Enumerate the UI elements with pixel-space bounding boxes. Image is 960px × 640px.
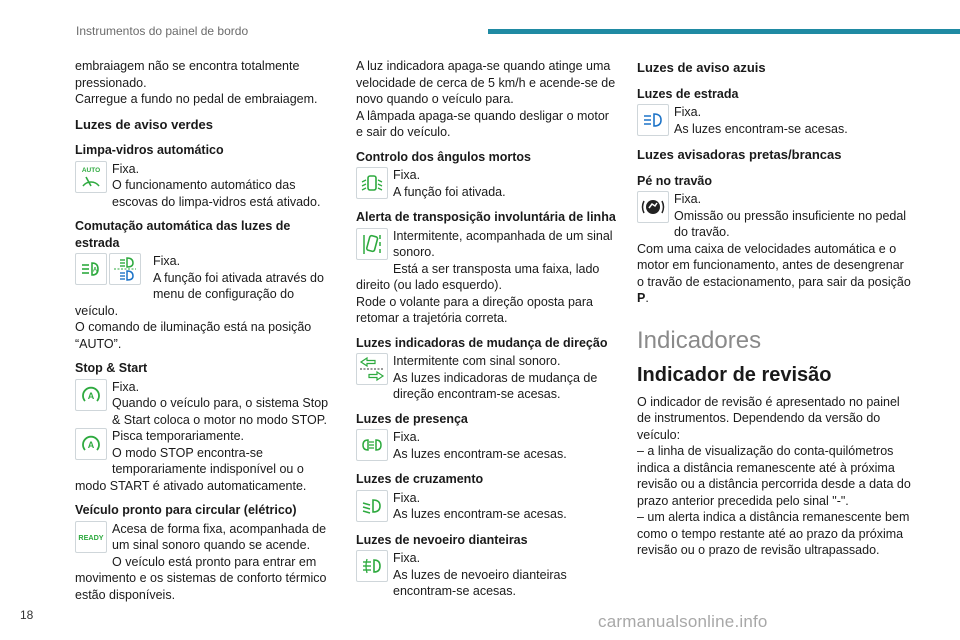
low-beam-line1: Fixa. — [393, 490, 421, 505]
position-lights-entry — [356, 429, 618, 463]
high-beam-title: Luzes de estrada — [637, 86, 739, 101]
position-lights-title: Luzes de presença — [356, 411, 468, 426]
low-beam-entry — [356, 490, 618, 524]
foot-on-brake-line3-text: Com uma caixa de velocidades automática e o motor em funcionamento, antes de desengrenar o travão de estacionamento, para sair da posição — [637, 241, 911, 289]
svg-text:A: A — [87, 390, 95, 401]
front-fog-light-icon — [356, 550, 388, 582]
wiper-entry — [75, 161, 337, 211]
position-lights-icon — [356, 429, 388, 461]
stop-start-line2: Quando o veículo para, o sistema Stop & Start coloca o motor no modo STOP. — [112, 396, 329, 427]
watermark: carmanualsonline.info — [598, 612, 768, 631]
low-beam-title: Luzes de cruzamento — [356, 472, 484, 486]
foot-on-brake-entry — [637, 191, 913, 307]
stop-start-line1: Fixa. — [112, 379, 140, 394]
service-paragraph-2: – a linha de visualização do conta-quilómetros indica a distância remanescente até à próxima revisão ou a distância percorrida desde a data do prazo anterior precedida pelo sinal "-". — [637, 444, 911, 508]
page-header-title: Instrumentos do painel de bordo — [76, 24, 249, 38]
fog-lights-entry — [356, 550, 618, 600]
lane-departure-title: Alerta de transposição involuntária de linha — [356, 210, 616, 224]
auto-high-beam-icon — [75, 253, 107, 285]
col2-intro2: A lâmpada apaga-se quando desligar o motor e sair do veículo. — [356, 108, 609, 139]
turn-signal-entry — [356, 353, 618, 403]
stop-start-title: Stop & Start — [75, 361, 148, 375]
auto-beam-line3: O comando de iluminação está na posição “AUTO”. — [75, 320, 312, 351]
blind-spot-line2: A função foi ativada. — [393, 184, 506, 199]
lane-departure-line2: Está a ser transposta uma faixa, lado direito (ou lado esquerdo). — [356, 261, 600, 292]
stop-start-icon — [75, 379, 107, 411]
turn-signal-title: Luzes indicadoras de mudança de direção — [356, 335, 608, 350]
foot-on-brake-line3-end: . — [645, 291, 649, 305]
high-beam-icon — [637, 104, 669, 136]
col1-intro2: Carregue a fundo no pedal de embraiagem. — [75, 92, 318, 106]
ready-line2: O veículo está pronto para entrar em movimento e os sistemas de conforto térmico estão disponíveis. — [75, 554, 327, 602]
high-beam-line2: As luzes encontram-se acesas. — [674, 121, 848, 136]
wiper-title: Limpa-vidros automático — [75, 143, 224, 157]
blind-spot-line1: Fixa. — [393, 168, 421, 182]
lane-departure-icon — [356, 228, 388, 260]
ready-entry — [75, 521, 337, 604]
turn-signal-line2: As luzes indicadoras de mudança de direção encontram-se acesas. — [393, 370, 598, 401]
auto-beam-line1: Fixa. — [153, 254, 181, 268]
header-accent-bar — [488, 29, 960, 34]
stop-start-entry — [75, 379, 337, 429]
auto-beam-entry — [75, 253, 337, 352]
ready-line1: Acesa de forma fixa, acompanhada de um sinal sonoro quando se acende. — [112, 521, 327, 552]
ready-title: Veículo pronto para circular (elétrico) — [75, 503, 297, 517]
low-beam-icon — [356, 490, 388, 522]
gear-position-p: P — [637, 291, 646, 305]
stop-start-line4: O modo STOP encontra-se temporariamente indisponível ou o modo START é ativado automaticamente. — [75, 445, 307, 493]
fog-lights-title: Luzes de nevoeiro dianteiras — [356, 532, 528, 547]
col1-intro: embraiagem não se encontra totalmente pressionado. — [75, 59, 300, 90]
blind-spot-title: Controlo dos ângulos mortos — [356, 149, 531, 164]
foot-on-brake-line3 — [637, 241, 913, 307]
blind-spot-icon — [356, 167, 388, 199]
wiper-line2: O funcionamento automático das escovas do limpa-vidros está ativado. — [112, 178, 321, 209]
foot-on-brake-line1: Fixa. — [674, 192, 702, 206]
blind-spot-entry — [356, 167, 618, 201]
stop-start-line3: Pisca temporariamente. — [112, 429, 245, 443]
lane-departure-entry — [356, 228, 618, 327]
ready-icon-label: READY — [78, 532, 104, 542]
svg-text:A: A — [87, 440, 95, 450]
page-number: 18 — [20, 608, 34, 622]
stop-start-blink-icon — [75, 428, 107, 460]
turn-signal-icon — [356, 353, 388, 385]
section-black-white-lights: Luzes avisadoras pretas/brancas — [637, 147, 842, 162]
lane-departure-line3: Rode o volante para a direção oposta para retomar a trajetória correta. — [356, 294, 593, 325]
indicators-heading: Indicadores — [637, 326, 762, 354]
section-green-lights: Luzes de aviso verdes — [75, 116, 214, 132]
high-low-beam-icon — [109, 253, 141, 285]
col2-intro: A luz indicadora apaga-se quando atinge uma velocidade de cerca de 5 km/h e acende-se de novo quando o veículo para. — [356, 59, 616, 106]
ready-icon — [75, 521, 107, 553]
column-1 — [75, 58, 337, 603]
turn-signal-line1: Intermitente com sinal sonoro. — [393, 354, 561, 368]
lane-departure-line1: Intermitente, acompanhada de um sinal sonoro. — [393, 228, 613, 259]
high-beam-entry — [637, 104, 913, 138]
service-paragraph-1: O indicador de revisão é apresentado no painel de instrumentos. Dependendo da versão do veículo: — [637, 394, 900, 442]
section-blue-lights: Luzes de aviso azuis — [637, 60, 766, 75]
service-indicator-heading: Indicador de revisão — [637, 364, 832, 386]
low-beam-line2: As luzes encontram-se acesas. — [393, 507, 567, 521]
foot-on-brake-icon — [637, 191, 669, 223]
auto-wiper-icon-label: AUTO — [81, 166, 101, 174]
column-3 — [637, 58, 913, 559]
wiper-line1: Fixa. — [112, 161, 140, 176]
stop-start-blink-entry — [75, 428, 337, 494]
position-lights-line2: As luzes encontram-se acesas. — [393, 446, 567, 461]
foot-on-brake-line2: Omissão ou pressão insuficiente no pedal do travão. — [674, 208, 907, 239]
high-beam-line1: Fixa. — [674, 105, 702, 119]
auto-beam-line2: A função foi ativada através do menu de configuração do veículo. — [75, 270, 324, 318]
auto-beam-title: Comutação automática das luzes de estrada — [75, 219, 291, 250]
position-lights-line1: Fixa. — [393, 430, 421, 444]
service-paragraph-3: – um alerta indica a distância remanescente bem como o tempo restante até ao prazo da próxima revisão ou o prazo de revisão ultrapassado. — [637, 510, 910, 557]
foot-on-brake-title: Pé no travão — [637, 173, 713, 188]
svg-text:A: A — [92, 267, 98, 274]
auto-beam-icons — [75, 253, 149, 285]
fog-lights-line1: Fixa. — [393, 551, 421, 565]
column-2 — [356, 58, 618, 600]
auto-wiper-icon — [75, 161, 107, 193]
fog-lights-line2: As luzes de nevoeiro dianteiras encontram-se acesas. — [393, 567, 567, 598]
